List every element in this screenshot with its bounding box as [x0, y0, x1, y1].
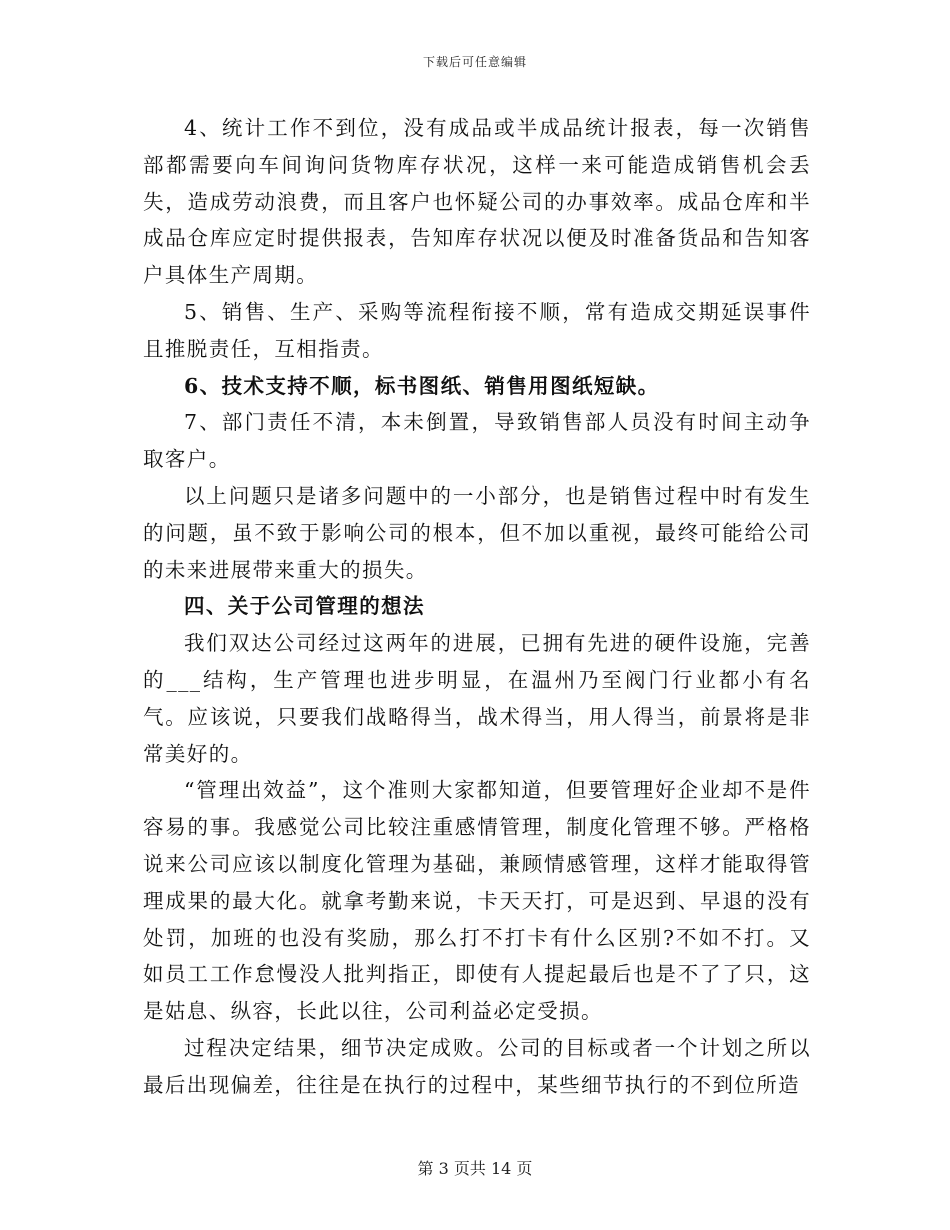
paragraph-details: 过程决定结果，细节决定成败。公司的目标或者一个计划之所以最后出现偏差，往往是在执行的过程中，某些细节执行的不到位所造 [143, 1035, 811, 1097]
paragraph-item-7: 7、部门责任不清，本未倒置，导致销售部人员没有时间主动争取客户。 [143, 410, 811, 472]
document-body [143, 110, 811, 1104]
paragraph-item-6: 6、技术支持不顺，标书图纸、销售用图纸短缺。 [184, 373, 660, 398]
paragraph-item-5: 5、销售、生产、采购等流程衔接不顺，常有造成交期延误事件且推脱责任，互相指责。 [143, 299, 811, 361]
paragraph-item-4: 4、统计工作不到位，没有成品或半成品统计报表，每一次销售部都需要向车间询问货物库存状况，这样一来可能造成销售机会丢失，造成劳动浪费，而且客户也怀疑公司的办事效率。成品仓库和半成品仓库应定时提供报表，告知库存状况以便及时准备货品和告知客户具体生产周期。 [143, 116, 811, 288]
section-heading: 四、关于公司管理的想法 [184, 594, 425, 619]
page-header: 下载后可任意编辑 [422, 55, 527, 69]
paragraph-summary: 以上问题只是诸多问题中的一小部分，也是销售过程中时有发生的问题，虽不致于影响公司的根本，但不加以重视，最终可能给公司的未来进展带来重大的损失。 [143, 483, 811, 582]
paragraph-company-overview: 我们双达公司经过这两年的进展，已拥有先进的硬件设施，完善的___结构，生产管理也进步明显，在温州乃至阀门行业都小有名气。应该说，只要我们战略得当，战术得当，用人得当，前景将是非常美好的。 [143, 631, 811, 766]
paragraph-management: “管理出效益”，这个准则大家都知道，但要管理好企业却不是件容易的事。我感觉公司比较注重感情管理，制度化管理不够。严格格说来公司应该以制度化管理为基础，兼顾情感管理，这样才能取得管理成果的最大化。就拿考勤来说，卡天天打，可是迟到、早退的没有处罚，加班的也没有奖励，那么打不打卡有什么区别?不如不打。又如员工工作怠慢没人批判指正，即使有人提起最后也是不了了只，这是姑息、纵容，长此以往，公司利益必定受损。 [143, 778, 811, 1024]
page-footer: 第 3 页共 14 页 [417, 1159, 533, 1178]
